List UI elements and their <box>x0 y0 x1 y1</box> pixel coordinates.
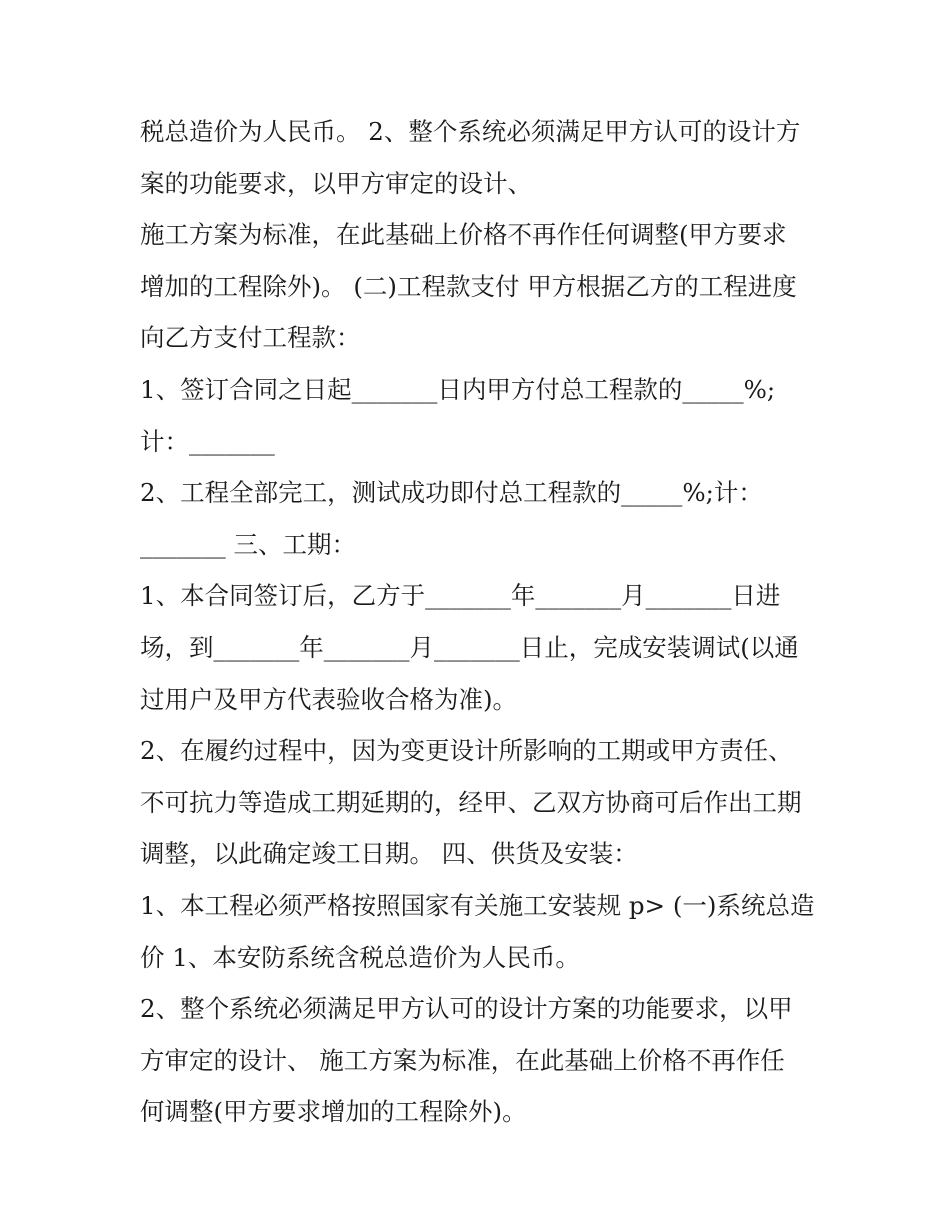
text-line: 1、本合同签订后，乙方于_______年_______月_______日进 <box>140 581 781 611</box>
text-line: 施工方案为标准，在此基础上价格不再作任何调整(甲方要求 <box>140 220 787 250</box>
text-line: 方审定的设计、 施工方案为标准，在此基础上价格不再作任 <box>140 1045 785 1075</box>
text-line: 增加的工程除外)。 (二)工程款支付 甲方根据乙方的工程进度 <box>140 271 797 301</box>
text-line: 计：_______ <box>140 426 275 456</box>
text-line: 案的功能要求，以甲方审定的设计、 <box>140 168 532 198</box>
text-line: 2、在履约过程中，因为变更设计所影响的工期或甲方责任、 <box>140 736 793 766</box>
text-line: 场，到_______年_______月_______日止，完成安装调试(以通 <box>140 632 799 662</box>
text-line: 不可抗力等造成工期延期的，经甲、乙双方协商可后作出工期 <box>140 787 802 817</box>
text-line: 2、工程全部完工，测试成功即付总工程款的_____%;计： <box>140 478 763 508</box>
text-line: 2、整个系统必须满足甲方认可的设计方案的功能要求，以甲 <box>140 994 793 1024</box>
text-line: 税总造价为人民币。 2、整个系统必须满足甲方认可的设计方 <box>140 117 801 146</box>
text-line: 过用户及甲方代表验收合格为准)。 <box>140 684 518 714</box>
text-line: 1、签订合同之日起_______日内甲方付总工程款的_____%; <box>140 374 776 404</box>
text-line: _______ 三、工期： <box>140 529 357 559</box>
text-line: 1、本工程必须严格按照国家有关施工安装规 p> (一)系统总造 <box>140 890 815 920</box>
text-line: 价 1、本安防系统含税总造价为人民币。 <box>140 942 580 972</box>
text-line: 向乙方支付工程款： <box>140 323 361 353</box>
text-line: 何调整(甲方要求增加的工程除外)。 <box>140 1097 527 1127</box>
contract-text <box>140 106 840 1138</box>
text-line: 调整，以此确定竣工日期。 四、供货及安装： <box>140 839 638 869</box>
